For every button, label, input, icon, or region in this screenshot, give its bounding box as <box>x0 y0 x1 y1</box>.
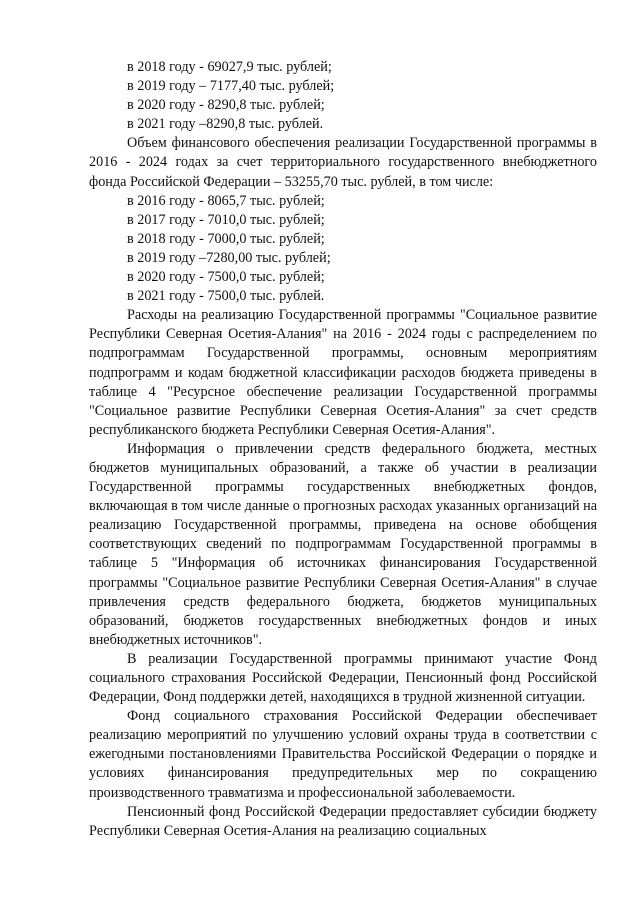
paragraph-extrabudgetary-fund: Объем финансового обеспечения реализации Государственной программы в 2016 - 2024 годах за счет территориального государственного внебюджетного фонда Российской Федерации – 53255,70 тыс. рублей, в том числе: <box>89 135 597 190</box>
list-item: в 2021 году –8290,8 тыс. рублей. <box>127 116 324 133</box>
list-item: в 2021 году - 7500,0 тыс. рублей. <box>127 288 325 305</box>
list-item: в 2020 году - 7500,0 тыс. рублей; <box>127 269 325 286</box>
list-item: в 2016 году - 8065,7 тыс. рублей; <box>127 192 325 209</box>
list-item: в 2019 году – 7177,40 тыс. рублей; <box>127 78 335 95</box>
paragraph-federal-funds-table5: Информация о привлечении средств федерального бюджета, местных бюджетов муниципальных образований, а также об участии в реализации Государственной программы государственных внебюджетных фондов, включающая в том числе данные о прогнозных расходах указанных организаций на реализацию Государственной программы, приведена на основе обобщения соответствующих сведений по подпрограммам Государственной программы в таблице 5 "Информация об источниках финансирования Государственной программы "Социальное развитие Республики Северная Осетия-Алания" в случае привлечения средств федерального бюджета, бюджетов муниципальных образований, бюджетов государственных внебюджетных фондов и иных внебюджетных источников". <box>89 440 597 648</box>
list-item: в 2017 году - 7010,0 тыс. рублей; <box>127 211 325 228</box>
funding-list-extrabudgetary <box>89 192 597 307</box>
funding-list-federal <box>89 58 597 134</box>
paragraph-social-insurance-fund: Фонд социального страхования Российской Федерации обеспечивает реализацию мероприятий по улучшению условий охраны труда в соответствии с ежегодными постановлениями Правительства Российской Федерации о порядке и условиях финансирования предупредительных мер по сокращению производственного травматизма и профессиональной заболеваемости. <box>89 708 597 801</box>
paragraph-pension-fund: Пенсионный фонд Российской Федерации предоставляет субсидии бюджету Республики Северная Осетия-Алания на реализацию социальных <box>89 803 597 839</box>
list-item: в 2018 году - 7000,0 тыс. рублей; <box>127 230 325 247</box>
paragraph-expenses-table4: Расходы на реализацию Государственной программы "Социальное развитие Республики Северная Осетия-Алания" на 2016 - 2024 годы с распределением по подпрограммам Государственной программы, основным мероприятиям подпрограмм и кодам бюджетной классификации расходов бюджета приведены в таблице 4 "Ресурсное обеспечение реализации Государственной программы "Социальное развитие Республики Северная Осетия-Алания" за счет средств республиканского бюджета Республики Северная Осетия-Алания". <box>89 307 597 438</box>
paragraph-participants: В реализации Государственной программы принимают участие Фонд социального страхования Российской Федерации, Пенсионный фонд Российской Федерации, Фонд поддержки детей, находящихся в трудной жизненной ситуации. <box>89 650 597 706</box>
list-item: в 2020 году - 8290,8 тыс. рублей; <box>127 97 325 114</box>
list-item: в 2019 году –7280,00 тыс. рублей; <box>127 249 331 266</box>
list-item: в 2018 году - 69027,9 тыс. рублей; <box>127 59 332 75</box>
document-page <box>89 58 597 841</box>
